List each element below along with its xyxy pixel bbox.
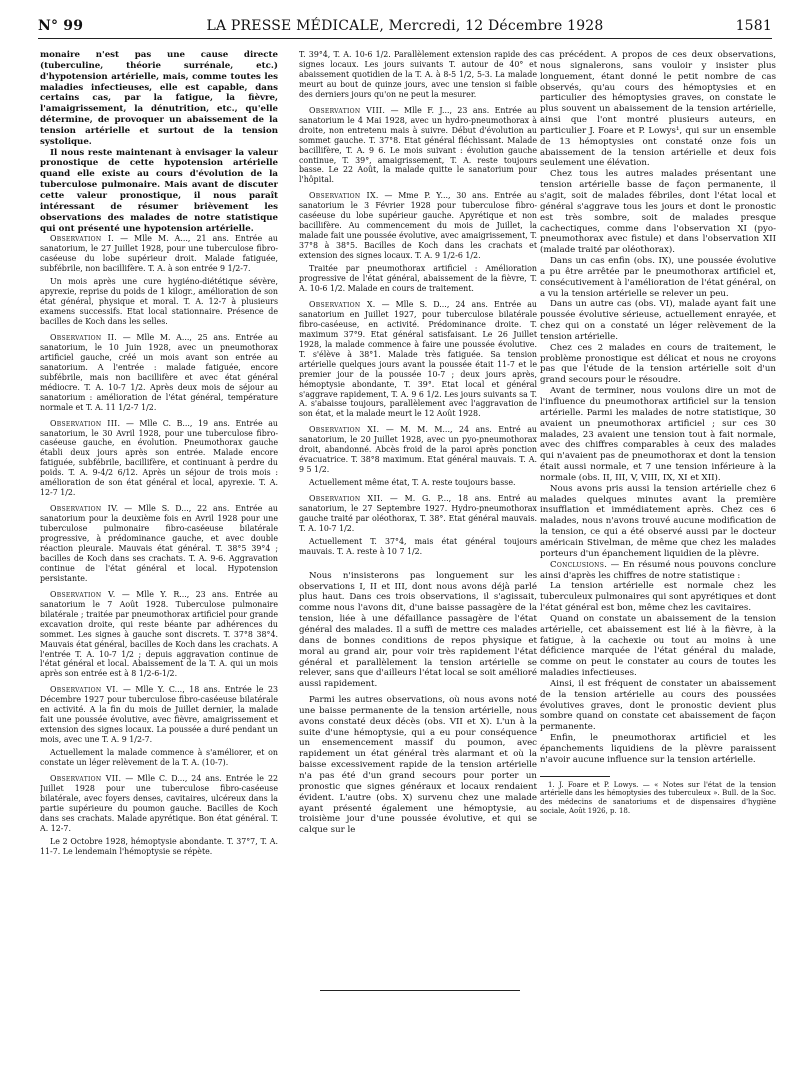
observation-title: Observation III. xyxy=(50,418,121,428)
observation-6 xyxy=(40,685,278,745)
paragraph: Dans un autre cas (obs. VI), malade ayant fait une poussée évolutive sérieuse, actuellement enrayée, et chez qui on a constaté un léger relèvement de la tension artérielle. xyxy=(540,299,776,342)
observation-text: — Mlle Y. C..., 18 ans. Entrée le 23 Décembre 1927 pour tuberculose fibro-caséeuse bilatérale en activité. A la fin du mois de Juillet dernier, la malade fait une poussée évolutive, avec fièvre, amaigrissement et extension des signes locaux. La poussée a duré pendant un mois, avec une T. A. 9 1/2-7. xyxy=(40,685,278,745)
observation-text: — Mlle S. D..., 24 ans. Entrée au sanatorium en Juillet 1927, pour tuberculose bilatérale fibro-caséeuse, en activité. Prédominance droite. T. maximum 37°9. Etat général satisfaisant. Le 26 Juillet 1928, la malade commence à faire une poussée évolutive. T. s'élève à 38°1. Malade très fatiguée. Sa tension artérielle quelques jours avant la poussée était 11-7 et le premier jour de la poussée 10-7 ; deux jours après, hémoptysie abondante, T. 39°. Etat local et général s'aggrave rapidement, T. A. 9 6 1/2. Les jours suivants sa T. A. s'abaisse toujours, parallèlement avec l'aggravation de son état, et la malade meurt le 12 Août 1928. xyxy=(299,299,537,419)
conclusions-paragraph xyxy=(540,560,776,582)
observation-text: — Mlle C. B..., 19 ans. Entrée au sanatorium, le 30 Avril 1928, pour une tuberculose fibro-caséeuse gauche, en évolution. Pneumothorax gauche établi deux jours après son entrée. Malade encore fatiguée, subfébrile, bacillifère, et continuant à perdre du poids. T. A. 9-4/2 6/12. Après un séjour de trois mois : amélioration de son état général et local, apyrexie. T. A. 12-7 1/2. xyxy=(40,418,278,498)
observation-10 xyxy=(299,300,537,419)
paragraph: cas précédent. A propos de ces deux observations, nous signalerons, sans vouloir y insister plus longuement, étant donné le petit nombre de cas observés, qu'au cours des hémoptysies et en particulier des hémoptysies graves, on constate le plus souvent un abaissement de la tension artérielle, ainsi que l'ont montré plusieurs auteurs, en particulier J. Foare et P. Lowys¹, qui sur un ensemble de 13 hémoptysies ont constaté onze fois un abaissement de la tension artérielle et deux fois seulement une élévation. xyxy=(540,50,776,169)
paragraph: Chez tous les autres malades présentant une tension artérielle basse de façon permanente, il s'agit, soit de malades fébriles, dont l'état local et général s'aggrave tous les jours et dont le pronostic est très sombre, soit de malades presque cachectiques, comme dans l'observation XI (pyo-pneumothorax avec fistule) et dans l'observation XII (malade traité par oléothorax). xyxy=(540,169,776,256)
paragraph: Ainsi, il est fréquent de constater un abaissement de la tension artérielle au cours des poussées évolutives graves, dont le pronostic devient plus sombre quand on constate cet abaissement de façon permanente. xyxy=(540,678,776,733)
conclusions-title: Conclusions. xyxy=(550,559,608,570)
paragraph: Il nous reste maintenant à envisager la valeur pronostique de cette hypotension artérielle quand elle existe au cours d'évolution de la tuberculose pulmonaire. Mais avant de discuter cette valeur pronostique, il nous paraît intéressant de résumer brièvement les observations des malades de notre statistique qui ont présenté une hypotension artérielle. xyxy=(40,147,278,234)
observation-text: — Mlle F. J..., 23 ans. Entrée au sanatorium le 4 Mai 1928, avec un hydro-pneumothorax à droite, non entretenu mais à suivre. Début d'évolution au sommet gauche. T. 37°8. Etat général fléchissant. Malade bacillifère, T. A. 9 6. Le mois suivant : évolution gauche continue, T. 39°, amaigrissement, T. A. reste toujours basse. Le 22 Août, la malade quitte le sanatorium pour l'hôpital. xyxy=(299,105,537,185)
observation-title: Observation VII. xyxy=(50,774,122,783)
paragraph: Parmi les autres observations, où nous avons noté une baisse permanente de la tension artérielle, nous avons constaté deux décès (obs. VII et X). L'un à la suite d'une hémoptysie, qui a eu pour conséquence un ensemencement massif du poumon, avec rapidement un état général très alarmant et où la baisse excessivement rapide de la tension artérielle n'a pas été d'un grand secours pour porter un pronostic que signes généraux et locaux rendaient évident. L'autre (obs. X) survenu chez une malade ayant présenté également une hémoptysie, au troisième jour d'une poussée évolutive, et qui se calque sur le xyxy=(299,695,537,836)
paragraph: La tension artérielle est normale chez les tuberculeux pulmonaires qui sont apyrétiques et dont l'état général est bon, même chez les cavitaires. xyxy=(540,581,776,614)
observation-text: — Mlle S. D..., 22 ans. Entrée au sanatorium pour la deuxième fois en Avril 1928 pour une tuberculose pulmonaire fibro-caséeuse bilatérale progressive, à prédominance gauche, et avec double réaction pleurale. Mauvais état général. T. 38°5 39°4 ; bacilles de Koch dans ses crachats. T. A. 9-6. Aggravation continue de l'état général et local. Hypotension persistante. xyxy=(40,504,278,583)
column-1 xyxy=(40,50,278,1070)
footnote-divider xyxy=(540,776,610,777)
observation-3 xyxy=(40,419,278,499)
observation-text: — M. M. M..., 24 ans. Entré au sanatorium, le 20 Juillet 1928, avec un pyo-pneumothorax droit, abandonné. Abcès froid de la paroi après ponction évacuatrice. T. 38°8 maximum. Etat général mauvais. T. A. 9 5 1/2. xyxy=(299,425,537,475)
observation-text: Actuellement la malade commence à s'améliorer, et on constate un léger relèvement de la T. A. (10-7). xyxy=(40,748,278,768)
paragraph: monaire n'est pas une cause directe (tuberculine, théorie surrénale, etc.) d'hypotension artérielle, mais, comme toutes les maladies infectieuses, elle est capable, dans certains cas, par la fatigue, la fièvre, l'amaigrissement, la dénutrition, etc., qu'elle détermine, de provoquer un abaissement de la tension artérielle et surtout de la tension systolique. xyxy=(40,50,278,147)
observation-12 xyxy=(299,494,537,534)
observation-text: — M. G. P..., 18 ans. Entré au sanatorium, le 27 Septembre 1927. Hydro-pneumothorax gauche traité par oléothorax, T. 38°. Etat général mauvais. T. A. 10-7 1/2. xyxy=(299,494,537,533)
observation-text: Traitée par pneumothorax artificiel : Amélioration progressive de l'état général, abaissement de la fièvre, T. A. 10-6 1/2. Malade en cours de traitement. xyxy=(299,264,537,293)
paragraph: Enfin, le pneumothorax artificiel et les épanchements liquidiens de la plèvre paraissent n'avoir aucune influence sur la tension artérielle. xyxy=(540,733,776,765)
observation-8 xyxy=(299,106,537,186)
observation-title: Observation IV. xyxy=(50,504,119,514)
paragraph: Nous n'insisterons pas longuement sur les observations I, II et III, dont nous avons déjà parlé plus haut. Dans ces trois observations, il s'agissait, comme nous l'avons dit, d'une baisse passagère de la tension, liée à une défaillance passagère de l'état général des malades. Il a suffi de mettre ces malades dans de bonnes conditions de repos physique et moral au grand air, pour voir très rapidement l'état général et parallèlement la tension artérielle se relever, sans que d'ailleurs l'état local se soit amélioré aussi rapidement. xyxy=(299,570,537,690)
column-3 xyxy=(540,50,776,1070)
observation-7 xyxy=(40,774,278,834)
section-end-divider xyxy=(320,990,520,991)
paragraph: Dans un cas enfin (obs. IX), une poussée évolutive a pu être arrêtée par le pneumothorax artificiel et, consécutivement à l'amélioration de l'état général, on a vu la tension artérielle se relever un peu. xyxy=(540,256,776,299)
observation-11 xyxy=(299,425,537,475)
paragraph: Avant de terminer, nous voulons dire un mot de l'influence du pneumothorax artificiel sur la tension artérielle. Parmi les malades de notre statistique, 30 avaient un pneumothorax artificiel ; sur ces 30 malades, 23 avaient une tension tout à fait normale, avec des chiffres comparables à ceux des malades qui n'avaient pas de pneumothorax et dont la tension était aussi normale, et 7 une tension inférieure à la normale (obs. II, III, V, VIII, IX, XI et XII). xyxy=(540,386,776,483)
observation-text: — Mlle Y. R..., 23 ans. Entrée au sanatorium le 7 Août 1928. Tuberculose pulmonaire bilatérale ; traitée par pneumothorax artificiel pour grande excavation droite, qui reste béante par adhérences du sommet. Les signes à gauche sont discrets. T. 37°8 38°4. Mauvais état général, bacilles de Koch dans les crachats. A l'entrée T. A. 10-7 1/2 ; depuis aggravation continue de l'état général et local. Abaissement de la T. A. qui un mois après son entrée est à 8 1/2-6-1/2. xyxy=(40,589,278,679)
paragraph: Quand on constate un abaissement de la tension artérielle, cet abaissement est lié à la fièvre, à la fatigue, à la cachexie ou tout au moins à une déficience marquée de l'état général du malade, comme on peut le constater au cours de toutes les maladies infectieuses. xyxy=(540,613,776,679)
observation-text: T. 39°4, T. A. 10-6 1/2. Parallèlement extension rapide des signes locaux. Les jours suivants T. autour de 40° et abaissement quotidien de la T. A. à 8-5 1/2, 5-3. La malade meurt au bout de quinze jours, avec une tension si faible des derniers jours qu'on ne peut la mesurer. xyxy=(299,50,537,99)
observation-text: — Mlle C. D..., 24 ans. Entrée le 22 Juillet 1928 pour une tuberculose fibro-caséeuse bilatérale, avec foyers denses, cavitaires, ulcéreux dans la partie supérieure du poumon gauche. Bacilles de Koch dans ses crachats. Malade apyrétique. Bon état général. T. A. 12-7. xyxy=(40,774,278,833)
paragraph: Nous avons pris aussi la tension artérielle chez 6 malades quelques minutes avant la première insufflation et immédiatement après. Chez ces 6 malades, nous n'avons trouvé aucune modification de la tension, ce qui a été observé aussi par le docteur américain Stivelman, de même que chez les malades porteurs d'un épanchement liquidien de la plèvre. xyxy=(540,483,776,559)
page-number: 1581 xyxy=(735,18,772,34)
paragraph: Chez ces 2 malades en cours de traitement, le problème pronostique est délicat et nous ne croyons pas que l'étude de la tension artérielle soit d'un grand secours pour le résoudre. xyxy=(540,342,776,386)
observation-text: Actuellement même état, T. A. reste toujours basse. xyxy=(309,478,516,488)
observation-title: Observation I. xyxy=(50,234,115,244)
column-2 xyxy=(299,50,537,1070)
observation-5 xyxy=(40,590,278,680)
issue-number: N° 99 xyxy=(38,18,84,34)
observation-text: Un mois après une cure hygiéno-diététique sévère, apyrexie, reprise du poids de 1 kilogr., amélioration de son état général, physique et moral. T. A. 12-7 à plusieurs examens successifs. Etat local stationnaire. Présence de bacilles de Koch dans les selles. xyxy=(40,277,278,326)
paragraph: — En résumé nous pouvons conclure ainsi d'après les chiffres de notre statistique : xyxy=(540,559,776,581)
observation-title: Observation VI. xyxy=(50,685,119,695)
footnote: 1. J. Foare et P. Lowys. — « Notes sur l'état de la tension artérielle dans les hémoptysies des tuberculeux ». Bull. de la Soc. des médecins de sanatoriums et de dispensaires d'hygiène sociale, Août 1926, p. 18. xyxy=(540,780,776,816)
running-title: LA PRESSE MÉDICALE, Mercredi, 12 Décembre 1928 xyxy=(206,18,604,34)
observation-title: Observation VIII. xyxy=(309,105,386,115)
observation-title: Observation IX. xyxy=(309,191,379,201)
observation-text: Actuellement T. 37°4, mais état général toujours mauvais. T. A. reste à 10 7 1/2. xyxy=(299,536,537,556)
observation-title: Observation X. xyxy=(309,299,376,309)
page-header xyxy=(38,16,772,39)
observation-1 xyxy=(40,234,278,274)
observation-4 xyxy=(40,504,278,584)
observation-title: Observation V. xyxy=(50,589,116,599)
observation-text: — Mlle M. A..., 25 ans. Entrée au sanatorium, le 10 Juin 1928, avec un pneumothorax artificiel gauche, créé un mois avant son entrée au sanatorium. A l'entrée : malade fatiguée, encore subfébrile, mais non bacillifère et avec état général médiocre. T. A. 10-7 1/2. Après deux mois de séjour au sanatorium : amélioration de l'état général, température normale et T. A. 11 1/2-7 1/2. xyxy=(40,332,278,412)
observation-text: — Mlle M. A..., 21 ans. Entrée au sanatorium, le 27 Juillet 1928, pour une tuberculose fibro-caséeuse du lobe supérieur droit. Malade fatiguée, subfébrile, non bacillifère. T. A. à son entrée 9 1/2-7. xyxy=(40,234,278,274)
observation-text: — Mme P. Y..., 30 ans. Entrée au sanatorium le 3 Février 1928 pour tuberculose fibro-caséeuse du lobe supérieur gauche. Apyrétique et non bacillifère. Au commencement du mois de Juillet, la malade fait une poussée évolutive, avec amaigrissement, T. 37°8 à 38°5. Bacilles de Koch dans les crachats et extension des signes locaux. T. A. 9 1/2-6 1/2. xyxy=(299,191,537,261)
observation-title: Observation XI. xyxy=(309,425,380,435)
observation-9 xyxy=(299,191,537,261)
observation-title: Observation II. xyxy=(50,332,118,342)
observation-2 xyxy=(40,333,278,413)
observation-text: Le 2 Octobre 1928, hémoptysie abondante. T. 37°7, T. A. 11-7. Le lendemain l'hémoptysie se répète. xyxy=(40,836,278,856)
observation-title: Observation XII. xyxy=(309,494,384,504)
